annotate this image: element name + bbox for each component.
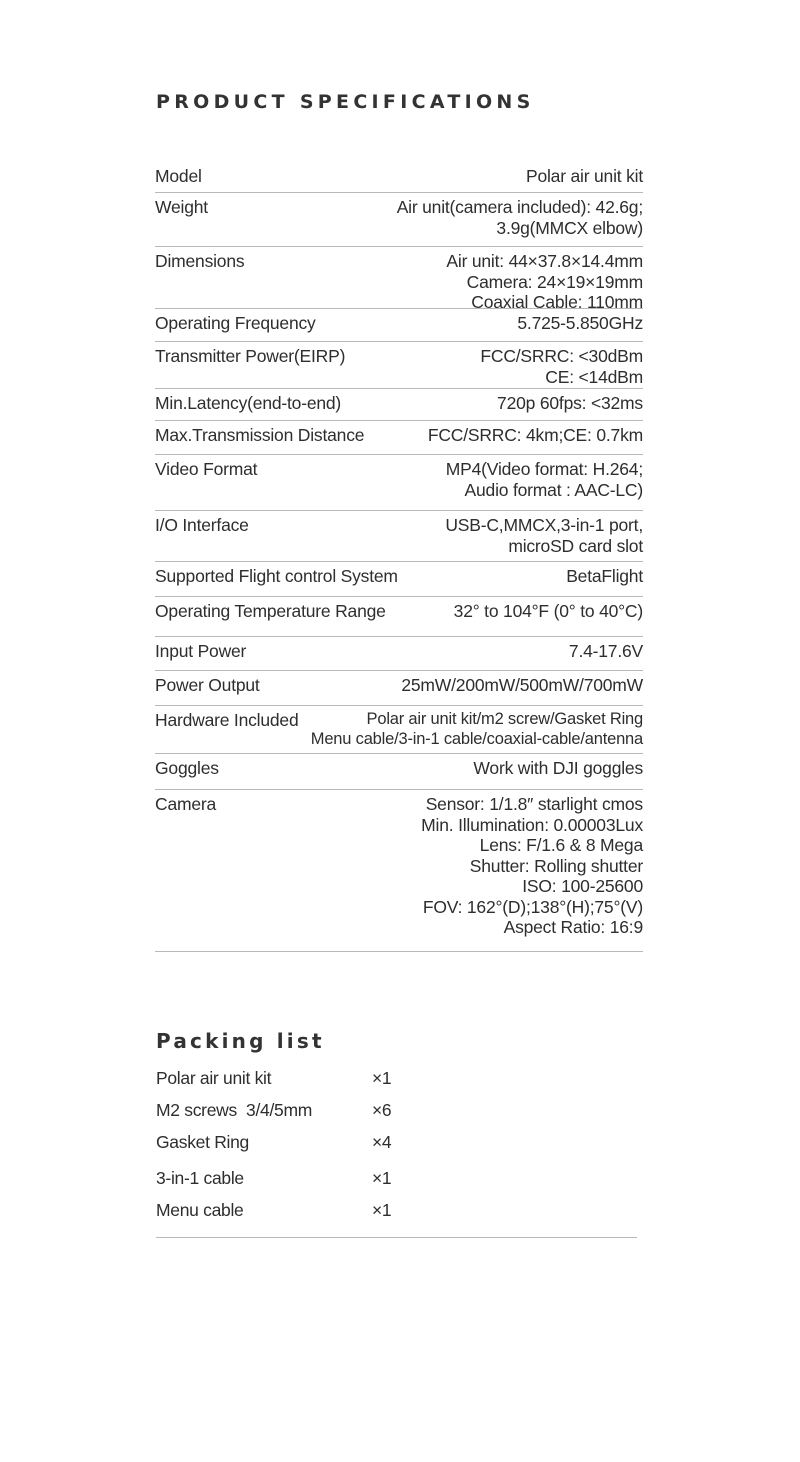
spec-value — [401, 671, 643, 696]
spec-row-power-output — [155, 671, 643, 706]
spec-value — [397, 193, 643, 238]
spec-label: Power Output — [155, 675, 260, 695]
spec-value-line: Menu cable/3-in-1 cable/coaxial-cable/antenna — [310, 729, 643, 748]
spec-value-line: FCC/SRRC: 4km;CE: 0.7km — [427, 425, 643, 445]
spec-value — [311, 706, 643, 749]
spec-row-transmitter-power — [155, 342, 643, 389]
spec-label: Max.Transmission Distance — [155, 425, 365, 445]
packing-item-qty: ×4 — [372, 1132, 392, 1152]
spec-row-goggles — [155, 754, 643, 790]
spec-value-line: Coaxial Cable: 110mm — [471, 292, 643, 312]
spec-value — [473, 754, 643, 779]
spec-row-operating-frequency — [155, 309, 643, 342]
spec-row-model — [155, 162, 643, 193]
spec-label: Model — [155, 166, 202, 186]
spec-row-max-transmission-distance — [155, 421, 643, 455]
spec-label: Camera — [155, 794, 217, 814]
packing-item-name: Gasket Ring — [156, 1132, 249, 1152]
spec-value — [421, 790, 643, 938]
spec-value-line: FOV: 162°(D);138°(H);75°(V) — [422, 896, 643, 917]
spec-label: Hardware Included — [155, 710, 299, 730]
packing-item-qty: ×1 — [372, 1068, 392, 1088]
spec-value-line: USB-C,MMCX,3-in-1 port, — [445, 515, 643, 535]
spec-label: Video Format — [155, 459, 258, 479]
spec-row-video-format — [155, 455, 643, 511]
packing-item — [156, 1128, 396, 1156]
packing-item-name: M2 screws 3/4/5mm — [156, 1100, 313, 1120]
spec-row-flight-control-system — [155, 562, 643, 597]
spec-value-line: 3.9g(MMCX elbow) — [496, 217, 643, 238]
packing-item — [156, 1096, 396, 1124]
spec-value-line: 5.725-5.850GHz — [517, 313, 643, 333]
spec-row-hardware-included — [155, 706, 643, 754]
packing-item-name: Polar air unit kit — [156, 1068, 272, 1088]
packing-list-title: Packing list — [156, 1029, 325, 1053]
packing-item-name: Menu cable — [156, 1200, 244, 1220]
spec-value — [526, 162, 643, 187]
spec-value-line: Audio format : AAC-LC) — [464, 479, 643, 500]
spec-label: Goggles — [155, 758, 219, 778]
packing-list — [156, 1064, 637, 1238]
spec-value-line: Min. Illumination: 0.00003Lux — [421, 814, 643, 835]
spec-value — [569, 637, 643, 662]
spec-row-input-power — [155, 637, 643, 671]
spec-value-line: Sensor: 1/1.8″ starlight cmos — [425, 794, 643, 814]
spec-value — [446, 247, 643, 313]
spec-value-line: Lens: F/1.6 & 8 Mega — [479, 835, 643, 855]
spec-label: Operating Frequency — [155, 313, 316, 333]
spec-value-line: FCC/SRRC: <30dBm — [480, 346, 643, 366]
spec-row-operating-temperature — [155, 597, 643, 637]
spec-value-line: MP4(Video format: H.264; — [445, 459, 643, 479]
spec-label: Input Power — [155, 641, 247, 661]
packing-item-qty: ×6 — [372, 1100, 392, 1120]
packing-item — [156, 1164, 396, 1192]
spec-value-line: microSD card slot — [508, 535, 643, 556]
spec-value — [566, 562, 643, 587]
spec-label: Min.Latency(end-to-end) — [155, 393, 342, 413]
spec-value-line: Polar air unit kit — [525, 166, 643, 186]
spec-value-line: Work with DJI goggles — [473, 758, 643, 778]
spec-value-line: 720p 60fps: <32ms — [497, 393, 643, 413]
spec-value-line: Aspect Ratio: 16:9 — [503, 917, 643, 937]
spec-row-io-interface — [155, 511, 643, 562]
spec-value-line: 25mW/200mW/500mW/700mW — [401, 675, 643, 695]
spec-value — [446, 455, 643, 500]
spec-value-line: Polar air unit kit/m2 screw/Gasket Ring — [366, 710, 643, 728]
spec-value-line: Shutter: Rolling shutter — [469, 855, 643, 876]
spec-label: Operating Temperature Range — [155, 601, 386, 621]
spec-value-line: CE: <14dBm — [545, 366, 643, 387]
spec-value — [517, 309, 643, 334]
spec-value-line: Air unit(camera included): 42.6g; — [396, 197, 643, 217]
packing-item-name: 3-in-1 cable — [156, 1168, 244, 1188]
spec-value-line: Camera: 24×19×19mm — [466, 271, 643, 292]
spec-label: Transmitter Power(EIRP) — [155, 346, 346, 366]
spec-label: I/O Interface — [155, 515, 249, 535]
spec-value-line: ISO: 100-25600 — [522, 876, 643, 896]
spec-value — [454, 597, 643, 622]
packing-item — [156, 1196, 396, 1224]
spec-value — [445, 511, 643, 556]
spec-row-min-latency — [155, 389, 643, 421]
spec-value — [480, 342, 643, 387]
spec-value-line: 7.4-17.6V — [568, 641, 643, 661]
spec-table — [155, 162, 643, 952]
spec-label: Dimensions — [155, 251, 245, 271]
packing-item — [156, 1064, 396, 1092]
spec-label: Weight — [155, 197, 208, 217]
spec-value-line: Air unit: 44×37.8×14.4mm — [446, 251, 643, 271]
spec-row-dimensions — [155, 247, 643, 312]
page-title: PRODUCT SPECIFICATIONS — [156, 91, 535, 113]
packing-item-qty: ×1 — [372, 1200, 392, 1220]
spec-value-line: BetaFlight — [566, 566, 643, 586]
spec-value — [497, 389, 643, 414]
spec-value-line: 32° to 104°F (0° to 40°C) — [453, 601, 643, 621]
spec-row-weight — [155, 193, 643, 247]
spec-label: Supported Flight control System — [155, 566, 398, 586]
packing-item-qty: ×1 — [372, 1168, 392, 1188]
spec-row-camera — [155, 790, 643, 952]
spec-value — [428, 421, 643, 446]
